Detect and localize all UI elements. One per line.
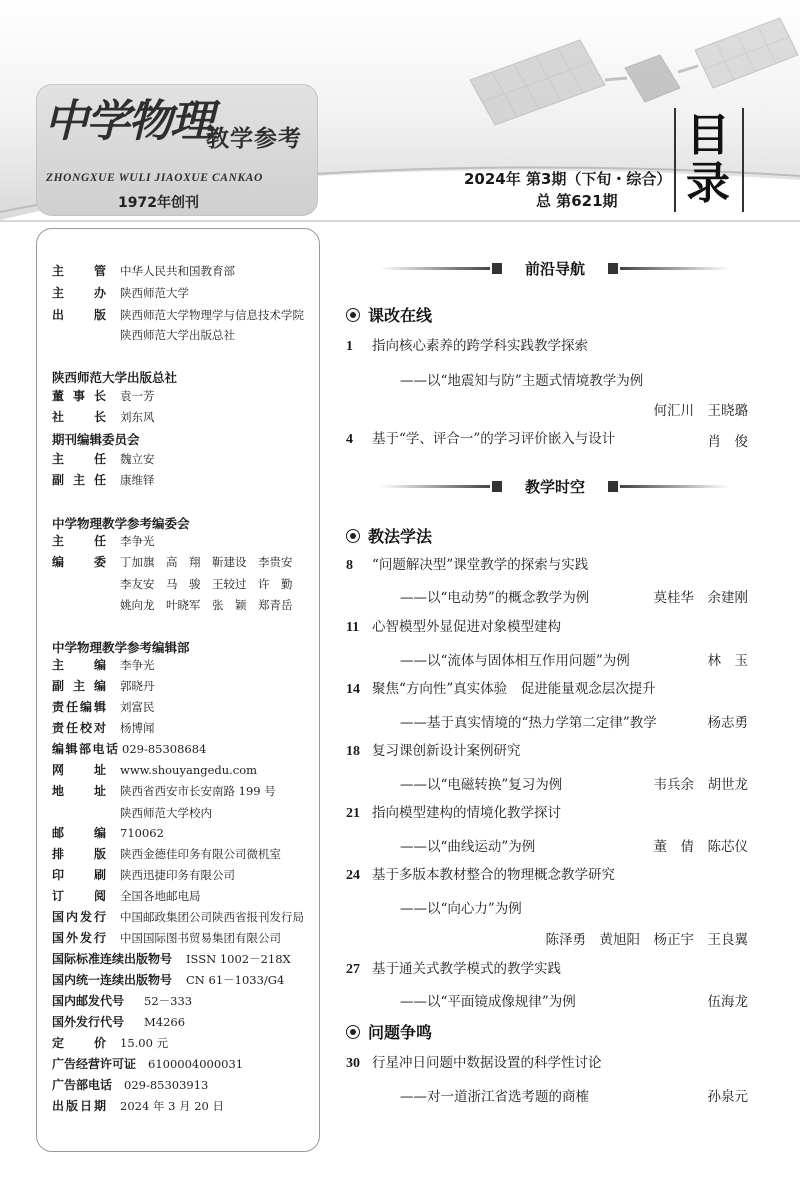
masthead-president: 社 长 刘东风 (52, 410, 155, 424)
press-heading: 陕西师范大学出版总社 (52, 370, 178, 385)
masthead-deputy-editor: 副 主 编 郭晓丹 (52, 679, 155, 693)
masthead-price: 定 价 15.00 元 (52, 1036, 169, 1050)
masthead-director: 主 任 魏立安 (52, 452, 155, 466)
masthead-proofreader: 责任校对 杨博闻 (52, 721, 155, 735)
logo-pinyin: ZHONGXUE WULI JIAOXUE CANKAO (46, 172, 263, 184)
masthead-phone: 编辑部电话 029-85308684 (52, 742, 207, 756)
banner-frontier (380, 260, 730, 276)
satellite-icon (430, 10, 800, 150)
banner-teaching (380, 478, 730, 494)
masthead-ad-license: 广告经营许可证 6100004000031 (52, 1057, 244, 1071)
section-debate: 问题争鸣 (346, 1020, 432, 1043)
masthead-board-members: 编 委 丁加旗 高 翔 靳建设 李贵安 (52, 555, 293, 569)
logo-script-title: 中学物理 (44, 96, 212, 147)
contents-title-char-1: 目 (686, 110, 730, 161)
total-issue-number: 总 第621期 (536, 192, 618, 210)
masthead-foreign: 国外发行 中国国际图书贸易集团有限公司 (52, 931, 281, 945)
toc-entry-subtitle: ——以“电磁转换”复习为例 (400, 777, 563, 793)
board-members-row-3: 姚向龙 叶晓军 张 颖 郑青岳 (120, 598, 293, 612)
board-members-row-2: 李友安 马 骏 王较过 许 勤 (120, 577, 293, 591)
section-bullet-icon (346, 1025, 360, 1039)
toc-entry[interactable]: 14 聚焦“方向性”真实体验 促进能量观念层次提升 (346, 681, 656, 697)
toc-entry-authors: 伍海龙 (707, 994, 748, 1010)
issue-number: 2024年 第3期（下旬・综合） (464, 170, 672, 188)
toc-entry[interactable]: 11 心智模型外显促进对象模型建构 (346, 619, 561, 635)
masthead-pub-date: 出版日期 2024 年 3 月 20 日 (52, 1099, 224, 1113)
masthead-chairman: 董 事 长 袁一芳 (52, 389, 155, 403)
toc-entry-authors: 莫桂华 余建刚 (653, 590, 748, 606)
masthead-address: 地 址 陕西省西安市长安南路 199 号 (52, 784, 276, 798)
masthead-board-director: 主 任 李争光 (52, 534, 155, 548)
masthead-website: 网 址 www.shouyangedu.com (52, 763, 258, 777)
toc-entry-subtitle: ——以“曲线运动”为例 (400, 839, 536, 855)
masthead-issn: 国际标准连续出版物号 ISSN 1002－218X (52, 952, 291, 966)
masthead-supervisor: 主 管 中华人民共和国教育部 (52, 264, 235, 278)
masthead-cn: 国内统一连续出版物号 CN 61－1033/G4 (52, 973, 285, 987)
toc-entry-authors: 肖 俊 (707, 434, 748, 450)
toc-entry[interactable]: 1 指向核心素养的跨学科实践教学探索 (346, 338, 588, 354)
toc-entry[interactable]: 27 基于通关式教学模式的教学实践 (346, 961, 561, 977)
toc-entry-authors: 杨志勇 (707, 715, 748, 731)
toc-entry[interactable]: 8 “问题解决型”课堂教学的探索与实践 (346, 557, 589, 573)
banner-frontier-text: 前沿导航 (524, 260, 585, 278)
toc-entry-subtitle: ——以“地震知与防”主题式情境教学为例 (400, 373, 644, 389)
masthead-publisher: 出 版 陕西师范大学物理学与信息技术学院 (52, 308, 304, 322)
toc-entry-authors: 林 玉 (707, 653, 748, 669)
toc-entry-subtitle: ——以“电动势”的概念教学为例 (400, 590, 590, 606)
toc-entry-subtitle: ——以“流体与固体相互作用问题”为例 (400, 653, 630, 669)
masthead-domestic-code: 国内邮发代号 52－333 (52, 994, 193, 1008)
masthead-resp-editor: 责任编辑 刘富民 (52, 700, 155, 714)
toc-entry-authors: 韦兵余 胡世龙 (653, 777, 748, 793)
section-methods: 教法学法 (346, 524, 432, 547)
toc-entry-subtitle: ——以“平面镜成像规律”为例 (400, 994, 576, 1010)
masthead-sponsor: 主 办 陕西师范大学 (52, 286, 189, 300)
banner-teaching-text: 教学时空 (524, 478, 585, 496)
masthead-subscribe: 订 阅 全国各地邮电局 (52, 889, 201, 903)
masthead-print: 印 刷 陕西迅捷印务有限公司 (52, 868, 235, 882)
masthead-postcode: 邮 编 710062 (52, 826, 164, 840)
contents-title-char-2: 录 (686, 158, 730, 209)
toc-entry-authors: 孙泉元 (707, 1089, 748, 1105)
toc-entry[interactable]: 21 指向模型建构的情境化教学探讨 (346, 805, 561, 821)
founded-year: 1972年创刊 (118, 195, 199, 211)
toc-entry[interactable]: 18 复习课创新设计案例研究 (346, 743, 521, 759)
dept-heading: 中学物理教学参考编辑部 (52, 640, 190, 655)
toc-entry-authors: 董 倩 陈芯仪 (653, 839, 748, 855)
toc-entry-authors: 何汇川 王晓璐 (653, 403, 748, 419)
section-bullet-icon (346, 308, 360, 322)
section-curriculum-reform: 课改在线 (346, 303, 432, 326)
masthead-foreign-code: 国外发行代号 M4266 (52, 1015, 186, 1029)
masthead-address-2: 陕西师范大学校内 (120, 806, 212, 820)
section-bullet-icon (346, 529, 360, 543)
toc-entry[interactable]: 4 基于“学、评合一”的学习评价嵌入与设计 (346, 431, 616, 447)
board-heading: 中学物理教学参考编委会 (52, 516, 190, 531)
toc-entry-subtitle: ——对一道浙江省选考题的商榷 (400, 1089, 589, 1105)
masthead-publisher-2: 陕西师范大学出版总社 (120, 328, 235, 342)
toc-entry-subtitle: ——以“向心力”为例 (400, 901, 522, 917)
committee-heading: 期刊编辑委员会 (52, 432, 140, 447)
toc-entry[interactable]: 24 基于多版本教材整合的物理概念教学研究 (346, 867, 615, 883)
toc-entry-authors: 陈泽勇 黄旭阳 杨正宇 王良翼 (545, 932, 748, 948)
toc-entry[interactable]: 30 行星冲日问题中数据设置的科学性讨论 (346, 1055, 602, 1071)
masthead-domestic: 国内发行 中国邮政集团公司陕西省报刊发行局 (52, 910, 304, 924)
toc-entry-subtitle: ——基于真实情境的“热力学第二定律”教学 (400, 715, 657, 731)
masthead-ad-phone: 广告部电话 029-85303913 (52, 1078, 209, 1092)
masthead-deputy-director: 副 主 任 康维铎 (52, 473, 155, 487)
masthead-typeset: 排 版 陕西金德佳印务有限公司微机室 (52, 847, 281, 861)
masthead-chief-editor: 主 编 李争光 (52, 658, 155, 672)
logo-subtitle: 教学参考 (206, 126, 302, 152)
